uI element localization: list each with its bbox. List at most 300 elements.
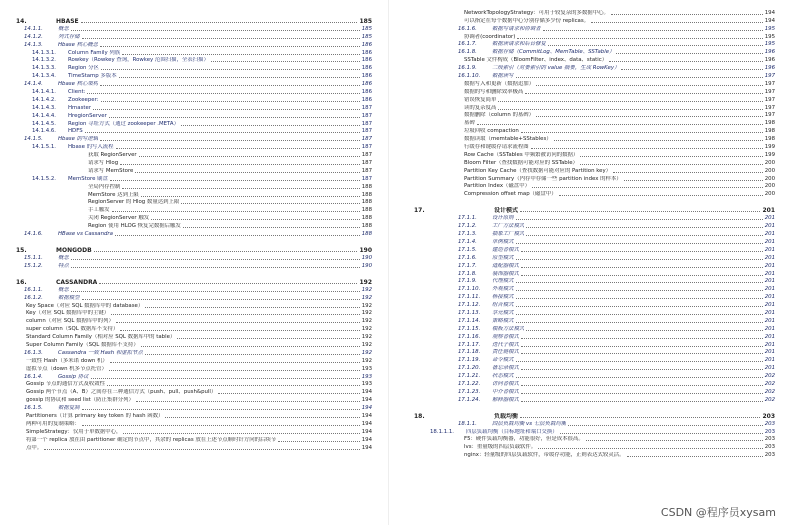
toc-entry-title: 请求写 MemStore bbox=[88, 167, 134, 174]
toc-entry-number: 16.1.6. bbox=[458, 25, 477, 32]
toc-entry-page: 193 bbox=[361, 373, 372, 380]
toc-entry[interactable] bbox=[0, 242, 388, 254]
toc-leader-dots bbox=[82, 299, 360, 300]
toc-entry-title: 点中。 bbox=[26, 444, 43, 451]
toc-leader-dots bbox=[151, 219, 360, 220]
toc-entry-page: 185 bbox=[361, 33, 372, 40]
toc-leader-dots bbox=[516, 361, 763, 362]
toc-leader-dots bbox=[141, 196, 360, 197]
toc-leader-dots bbox=[516, 377, 763, 378]
toc-leader-dots bbox=[521, 385, 763, 386]
toc-leader-dots bbox=[538, 448, 763, 449]
toc-entry[interactable] bbox=[400, 451, 789, 459]
toc-entry-title: nginx：轻量级的四层负载软件，带缓存功能，正则表达式较灵活。 bbox=[464, 452, 625, 459]
toc-entry-number: 17.1.4. bbox=[458, 238, 477, 245]
toc-entry-page: 188 bbox=[361, 199, 372, 206]
toc-entry-page: 186 bbox=[361, 73, 372, 80]
toc-entry-page: 192 bbox=[361, 334, 372, 341]
toc-entry-page: 192 bbox=[359, 278, 372, 286]
toc-entry-page: 197 bbox=[764, 112, 775, 119]
toc-entry-number: 14.1.4.5. bbox=[32, 120, 57, 127]
toc-entry-number: 14.1.3. bbox=[24, 41, 43, 48]
toc-entry-page: 197 bbox=[764, 80, 775, 87]
toc-entry[interactable] bbox=[0, 381, 388, 389]
toc-leader-dots bbox=[181, 203, 359, 204]
toc-entry[interactable] bbox=[0, 373, 388, 381]
toc-entry[interactable] bbox=[0, 404, 388, 412]
toc-leader-dots bbox=[498, 109, 762, 110]
toc-entry-page: 201 bbox=[764, 302, 775, 309]
toc-entry[interactable] bbox=[0, 135, 388, 143]
toc-entry-page: 187 bbox=[361, 144, 372, 151]
toc-entry-title: 模板方法模式 bbox=[492, 325, 525, 332]
toc-entry-title: TimeStamp 多版本 bbox=[68, 73, 117, 80]
toc-entry[interactable] bbox=[0, 349, 388, 357]
toc-entry-number: 14. bbox=[16, 18, 27, 25]
toc-entry-page: 198 bbox=[764, 136, 775, 143]
toc-entry[interactable] bbox=[0, 262, 388, 270]
toc-leader-dots bbox=[516, 259, 763, 260]
toc-entry-page: 202 bbox=[764, 396, 775, 403]
toc-entry[interactable] bbox=[400, 246, 789, 254]
toc-entry[interactable] bbox=[400, 380, 789, 388]
toc-entry[interactable] bbox=[400, 254, 789, 262]
toc-entry-page: 201 bbox=[764, 333, 775, 340]
toc-entry[interactable] bbox=[400, 183, 789, 191]
toc-entry-number: 14.1.2. bbox=[24, 33, 43, 40]
toc-entry-title: Key Space（对应 SQL 数据库中的 database） bbox=[26, 302, 144, 309]
toc-leader-dots bbox=[107, 385, 360, 386]
toc-entry[interactable] bbox=[400, 262, 789, 270]
toc-entry-number: 16.1.8. bbox=[458, 49, 477, 56]
toc-entry-page: 203 bbox=[764, 444, 775, 451]
toc-entry-title: Standard Column Family（相对应 SQL 数据库中的 table） bbox=[26, 334, 176, 341]
toc-leader-dots bbox=[613, 172, 763, 173]
toc-entry-number: 14.1.6. bbox=[24, 231, 43, 238]
toc-leader-dots bbox=[521, 401, 763, 402]
toc-entry-number: 14.1.5.2. bbox=[32, 175, 57, 182]
toc-entry[interactable] bbox=[400, 270, 789, 278]
toc-entry[interactable] bbox=[400, 341, 789, 349]
toc-leader-dots bbox=[616, 53, 762, 54]
toc-entry[interactable] bbox=[400, 88, 789, 96]
toc-entry[interactable] bbox=[400, 230, 789, 238]
toc-entry-title: 一致性 Hash（多米诺 down 机） bbox=[26, 357, 108, 364]
toc-entry-page: 201 bbox=[764, 294, 775, 301]
toc-entry-page: 203 bbox=[764, 452, 775, 459]
toc-entry[interactable] bbox=[400, 301, 789, 309]
toc-entry-title: 数据写请求和协调者 bbox=[492, 25, 541, 32]
toc-entry-title: HregionServer bbox=[68, 112, 107, 119]
toc-entry[interactable] bbox=[400, 325, 789, 333]
toc-leader-dots bbox=[521, 275, 763, 276]
toc-entry[interactable] bbox=[400, 420, 789, 428]
toc-entry-title: HBase vs Cassandra bbox=[58, 231, 113, 238]
toc-entry-page: 201 bbox=[764, 357, 775, 364]
toc-entry[interactable] bbox=[400, 436, 789, 444]
toc-entry-page: 194 bbox=[361, 420, 372, 427]
toc-entry-title: Column Family 列族 bbox=[68, 49, 121, 56]
toc-entry[interactable] bbox=[0, 333, 388, 341]
toc-entry-page: 188 bbox=[361, 207, 372, 214]
toc-entry-page: 200 bbox=[764, 191, 775, 198]
toc-entry[interactable] bbox=[0, 128, 388, 136]
toc-entry-number: 17.1.10. bbox=[458, 286, 481, 293]
toc-entry[interactable] bbox=[400, 388, 789, 396]
toc-entry-title: 将第一个 replica 放在由 partitioner 确定的节点中，其余的 replicas 放在上述节点顺时针方向的后续节 bbox=[26, 436, 277, 443]
toc-leader-dots bbox=[526, 330, 762, 331]
toc-entry[interactable] bbox=[0, 388, 388, 396]
toc-entry-number: 14.1.4. bbox=[24, 81, 43, 88]
toc-entry[interactable] bbox=[400, 443, 789, 451]
toc-list-right bbox=[400, 0, 789, 459]
toc-entry-title: Key（对应 SQL 数据库中的主键） bbox=[26, 310, 110, 317]
toc-leader-dots bbox=[112, 211, 360, 212]
toc-entry-title: 错误恢复简单 bbox=[464, 96, 497, 103]
toc-entry-title: Rowkey（Rowkey 查询，Rowkey 范围扫描，全表扫描） bbox=[68, 57, 209, 64]
toc-entry[interactable] bbox=[400, 25, 789, 33]
toc-entry[interactable] bbox=[0, 357, 388, 365]
toc-entry[interactable] bbox=[400, 293, 789, 301]
toc-leader-dots bbox=[122, 188, 359, 189]
toc-leader-dots bbox=[521, 353, 763, 354]
toc-entry-page: 200 bbox=[764, 167, 775, 174]
toc-entry-title: 解释器模式 bbox=[492, 396, 519, 403]
toc-entry[interactable] bbox=[0, 310, 388, 318]
toc-entry[interactable] bbox=[0, 104, 388, 112]
toc-entry-number: 14.1.4.1. bbox=[32, 89, 57, 96]
toc-entry-number: 17.1.12. bbox=[458, 302, 481, 309]
toc-entry-number: 16.1.9. bbox=[458, 65, 477, 72]
toc-entry[interactable] bbox=[0, 412, 388, 420]
toc-entry[interactable] bbox=[400, 214, 789, 222]
toc-entry[interactable] bbox=[400, 143, 789, 151]
toc-entry[interactable] bbox=[0, 294, 388, 302]
toc-entry-title: 获取 RegionServer bbox=[88, 152, 137, 159]
toc-leader-dots bbox=[532, 187, 763, 188]
toc-entry[interactable] bbox=[400, 285, 789, 293]
toc-entry[interactable] bbox=[400, 80, 789, 88]
toc-entry-title: 工厂方法模式 bbox=[492, 223, 525, 230]
toc-entry-number: 17.1.16. bbox=[458, 333, 481, 340]
toc-entry-title: 设计模式 bbox=[494, 207, 519, 215]
toc-entry[interactable] bbox=[0, 274, 388, 286]
toc-entry[interactable] bbox=[0, 159, 388, 167]
toc-entry-title: 读的复杂度高 bbox=[464, 104, 497, 111]
toc-entry[interactable] bbox=[400, 64, 789, 72]
toc-leader-dots bbox=[521, 251, 763, 252]
toc-entry[interactable] bbox=[0, 80, 388, 88]
toc-leader-dots bbox=[516, 243, 763, 244]
toc-entry[interactable] bbox=[400, 309, 789, 317]
toc-entry-page: 194 bbox=[764, 17, 775, 24]
toc-leader-dots bbox=[82, 409, 360, 410]
toc-entry[interactable] bbox=[0, 120, 388, 128]
toc-entry[interactable] bbox=[0, 64, 388, 72]
toc-entry[interactable] bbox=[400, 48, 789, 56]
toc-entry-page: 190 bbox=[361, 262, 372, 269]
toc-leader-dots bbox=[521, 369, 763, 370]
toc-leader-dots bbox=[516, 322, 763, 323]
toc-leader-dots bbox=[109, 370, 360, 371]
toc-entry-title: Super Column Family（SQL 数据库不支持） bbox=[26, 341, 139, 348]
toc-entry[interactable] bbox=[0, 396, 388, 404]
toc-entry-title: HBASE bbox=[56, 18, 79, 25]
toc-entry-number: 17.1.11. bbox=[458, 294, 481, 301]
toc-entry-page: 194 bbox=[764, 9, 775, 16]
toc-leader-dots bbox=[516, 219, 763, 220]
toc-entry[interactable] bbox=[400, 151, 789, 159]
toc-entry-page: 190 bbox=[361, 254, 372, 261]
toc-entry[interactable] bbox=[400, 112, 789, 120]
toc-entry[interactable] bbox=[400, 317, 789, 325]
toc-entry[interactable] bbox=[400, 135, 789, 143]
toc-entry[interactable] bbox=[400, 238, 789, 246]
toc-entry-page: 202 bbox=[764, 373, 775, 380]
toc-entry[interactable] bbox=[400, 372, 789, 380]
toc-entry[interactable] bbox=[400, 33, 789, 41]
toc-leader-dots bbox=[278, 441, 360, 442]
toc-entry[interactable] bbox=[400, 202, 789, 214]
toc-entry[interactable] bbox=[0, 96, 388, 104]
toc-leader-dots bbox=[621, 69, 762, 70]
toc-entry-title: 策略模式 bbox=[492, 317, 514, 324]
toc-entry[interactable] bbox=[400, 278, 789, 286]
toc-entry[interactable] bbox=[0, 254, 388, 262]
toc-entry-number: 17.1.21. bbox=[458, 373, 481, 380]
toc-entry[interactable] bbox=[0, 436, 388, 444]
toc-entry[interactable] bbox=[0, 365, 388, 373]
toc-entry[interactable] bbox=[400, 175, 789, 183]
toc-leader-dots bbox=[94, 251, 358, 252]
toc-entry-title: Hbase 的写入流程 bbox=[68, 144, 114, 151]
toc-entry-title: Region 分区 bbox=[68, 65, 99, 72]
toc-entry-number: 17.1.8. bbox=[458, 270, 477, 277]
toc-entry-page: 198 bbox=[764, 128, 775, 135]
toc-entry-page: 201 bbox=[764, 278, 775, 285]
toc-leader-dots bbox=[93, 109, 360, 110]
toc-entry-number: 14.1.4.3. bbox=[32, 104, 57, 111]
toc-entry-number: 17.1.18. bbox=[458, 349, 481, 356]
toc-leader-dots bbox=[521, 267, 763, 268]
toc-entry[interactable] bbox=[400, 104, 789, 112]
toc-entry-page: 201 bbox=[764, 262, 775, 269]
toc-leader-dots bbox=[516, 298, 763, 299]
toc-entry[interactable] bbox=[0, 325, 388, 333]
toc-entry[interactable] bbox=[0, 175, 388, 183]
toc-entry-page: 186 bbox=[361, 81, 372, 88]
toc-entry[interactable] bbox=[0, 143, 388, 151]
toc-entry-page: 192 bbox=[361, 326, 372, 333]
toc-entry-title: 数据的写和删除效率极高 bbox=[464, 88, 524, 95]
toc-entry[interactable] bbox=[400, 190, 789, 198]
toc-entry-title: 手工触发 bbox=[88, 207, 110, 214]
toc-entry-page: 192 bbox=[361, 357, 372, 364]
toc-leader-dots bbox=[136, 401, 360, 402]
toc-entry-title: 组合模式 bbox=[492, 302, 514, 309]
toc-entry-title: F5：硬件负载均衡器，功能很好，但是成本很高。 bbox=[464, 436, 584, 443]
toc-leader-dots bbox=[560, 433, 763, 434]
toc-entry-title: 关闭 RegionServer 触发 bbox=[88, 215, 150, 222]
toc-entry-title: 负载均衡 bbox=[494, 412, 519, 420]
toc-leader-dots bbox=[87, 93, 359, 94]
toc-entry[interactable] bbox=[400, 408, 789, 420]
toc-entry-title: 访问者模式 bbox=[492, 380, 519, 387]
toc-leader-dots bbox=[100, 46, 360, 47]
toc-entry[interactable] bbox=[400, 428, 789, 436]
toc-entry-title: 观察者模式 bbox=[492, 333, 519, 340]
toc-entry-page: 187 bbox=[361, 167, 372, 174]
toc-entry[interactable] bbox=[0, 341, 388, 349]
toc-leader-dots bbox=[531, 148, 763, 149]
toc-entry[interactable] bbox=[400, 9, 789, 17]
toc-entry[interactable] bbox=[400, 349, 789, 357]
toc-entry-title: Hbase 的写逻辑 bbox=[58, 136, 99, 143]
toc-leader-dots bbox=[82, 425, 360, 426]
toc-entry-number: 17.1.24. bbox=[458, 396, 481, 403]
toc-entry-number: 17.1.1. bbox=[458, 215, 477, 222]
toc-entry-title: 数据写入和更新（数据追加） bbox=[464, 80, 535, 87]
toc-entry[interactable] bbox=[0, 183, 388, 191]
toc-entry-page: 200 bbox=[764, 159, 775, 166]
toc-entry[interactable] bbox=[0, 191, 388, 199]
toc-entry-page: 201 bbox=[764, 238, 775, 245]
toc-entry-title: SimpleStrategy：仅用于单数据中心， bbox=[26, 428, 122, 435]
toc-leader-dots bbox=[624, 180, 763, 181]
toc-entry[interactable] bbox=[400, 96, 789, 104]
toc-entry[interactable] bbox=[0, 222, 388, 230]
toc-leader-dots bbox=[526, 227, 762, 228]
toc-leader-dots bbox=[520, 211, 760, 212]
toc-entry-number: 17.1.7. bbox=[458, 262, 477, 269]
toc-entry[interactable] bbox=[0, 25, 388, 33]
toc-entry-title: Gossip 协议 bbox=[58, 373, 89, 380]
toc-entry-page: 186 bbox=[361, 41, 372, 48]
toc-entry-title: 请求写 Hlog bbox=[88, 160, 119, 167]
toc-entry[interactable] bbox=[400, 41, 789, 49]
toc-entry[interactable] bbox=[400, 364, 789, 372]
toc-leader-dots bbox=[111, 314, 360, 315]
toc-entry[interactable] bbox=[0, 302, 388, 310]
toc-leader-dots bbox=[145, 354, 360, 355]
toc-entry-title: 状态模式 bbox=[492, 373, 514, 380]
toc-entry-number: 16.1.10. bbox=[458, 73, 481, 80]
toc-entry[interactable] bbox=[400, 222, 789, 230]
toc-entry[interactable] bbox=[0, 214, 388, 222]
toc-entry[interactable] bbox=[400, 333, 789, 341]
watermark: CSDN @程序员xysam bbox=[658, 504, 779, 520]
toc-entry-title: 数据复制 bbox=[58, 405, 80, 412]
toc-entry-page: 201 bbox=[764, 223, 775, 230]
toc-entry[interactable] bbox=[400, 17, 789, 25]
toc-leader-dots bbox=[71, 267, 360, 268]
toc-entry-title: 数据模型 bbox=[58, 294, 80, 301]
toc-entry-title: Partition Key Cache（查找数据可能对应的 Partition key） bbox=[464, 167, 612, 174]
toc-entry[interactable] bbox=[0, 428, 388, 436]
toc-entry[interactable] bbox=[0, 420, 388, 428]
toc-entry-page: 192 bbox=[361, 302, 372, 309]
toc-entry-title: 数据存储（CommitLog、MemTable、SSTable） bbox=[492, 49, 615, 56]
toc-entry-page: 201 bbox=[764, 341, 775, 348]
toc-entry[interactable] bbox=[400, 72, 789, 80]
toc-entry[interactable] bbox=[0, 230, 388, 238]
toc-entry-page: 197 bbox=[764, 88, 775, 95]
toc-entry[interactable] bbox=[0, 33, 388, 41]
toc-leader-dots bbox=[120, 164, 360, 165]
toc-entry[interactable] bbox=[0, 151, 388, 159]
toc-entry[interactable] bbox=[0, 317, 388, 325]
toc-entry-title: 适配器模式 bbox=[492, 262, 519, 269]
toc-entry[interactable] bbox=[400, 356, 789, 364]
toc-entry-title: 列式存储 bbox=[58, 33, 80, 40]
toc-entry[interactable] bbox=[400, 56, 789, 64]
toc-entry[interactable] bbox=[0, 88, 388, 96]
toc-leader-dots bbox=[141, 346, 360, 347]
toc-entry-page: 193 bbox=[361, 365, 372, 372]
toc-entry-number: 16.1.3. bbox=[24, 349, 43, 356]
toc-entry[interactable] bbox=[400, 119, 789, 127]
toc-entry-page: 187 bbox=[361, 175, 372, 182]
toc-entry[interactable] bbox=[0, 112, 388, 120]
toc-entry-title: Partition Index（磁盘中） bbox=[464, 183, 530, 190]
toc-entry[interactable] bbox=[0, 444, 388, 452]
toc-entry-number: 15.1.1. bbox=[24, 254, 43, 261]
toc-entry[interactable] bbox=[400, 167, 789, 175]
toc-entry-page: 194 bbox=[361, 405, 372, 412]
toc-entry-page: 186 bbox=[361, 96, 372, 103]
toc-entry[interactable] bbox=[0, 286, 388, 294]
toc-entry-page: 200 bbox=[764, 175, 775, 182]
toc-entry[interactable] bbox=[0, 41, 388, 49]
toc-entry-title: 设计原则 bbox=[492, 215, 514, 222]
toc-entry-page: 194 bbox=[361, 436, 372, 443]
toc-entry-title: 数据读取（memtable+SStables） bbox=[464, 136, 552, 143]
toc-entry-number: 14.1.5.1. bbox=[32, 144, 57, 151]
toc-leader-dots bbox=[516, 314, 763, 315]
toc-entry-title: Cassandra 一致 Hash 和虚拟节点 bbox=[58, 349, 143, 356]
toc-entry-title: Partition Summary（内存中存储一些 partition index 的样本） bbox=[464, 175, 622, 182]
toc-leader-dots bbox=[145, 307, 359, 308]
toc-entry[interactable] bbox=[0, 57, 388, 65]
toc-entry-number: 17.1.23. bbox=[458, 388, 481, 395]
toc-entry[interactable] bbox=[0, 167, 388, 175]
toc-leader-dots bbox=[71, 259, 360, 260]
toc-entry-title: 数据读请求和后台修复 bbox=[492, 41, 546, 48]
toc-entry-title: Hbase 核心架构 bbox=[58, 81, 99, 88]
toc-entry-title: 外观模式 bbox=[492, 286, 514, 293]
toc-entry-title: Zookeeper: bbox=[68, 96, 99, 103]
toc-entry[interactable] bbox=[0, 49, 388, 57]
toc-entry-page: 192 bbox=[361, 341, 372, 348]
toc-leader-dots bbox=[116, 322, 360, 323]
toc-entry[interactable] bbox=[0, 13, 388, 25]
toc-leader-dots bbox=[536, 85, 763, 86]
toc-entry[interactable] bbox=[0, 72, 388, 80]
toc-leader-dots bbox=[44, 449, 360, 450]
toc-entry[interactable] bbox=[400, 159, 789, 167]
toc-entry-number: 14.1.3.3. bbox=[32, 65, 57, 72]
toc-entry-page: 192 bbox=[361, 286, 372, 293]
toc-entry-number: 14.1.3.4. bbox=[32, 73, 57, 80]
toc-leader-dots bbox=[526, 235, 762, 236]
toc-entry[interactable] bbox=[0, 199, 388, 207]
toc-entry-number: 16. bbox=[16, 278, 27, 286]
toc-entry-page: 194 bbox=[361, 389, 372, 396]
toc-entry[interactable] bbox=[400, 396, 789, 404]
toc-entry-page: 196 bbox=[764, 57, 775, 64]
toc-entry[interactable] bbox=[400, 127, 789, 135]
toc-entry[interactable] bbox=[0, 206, 388, 214]
